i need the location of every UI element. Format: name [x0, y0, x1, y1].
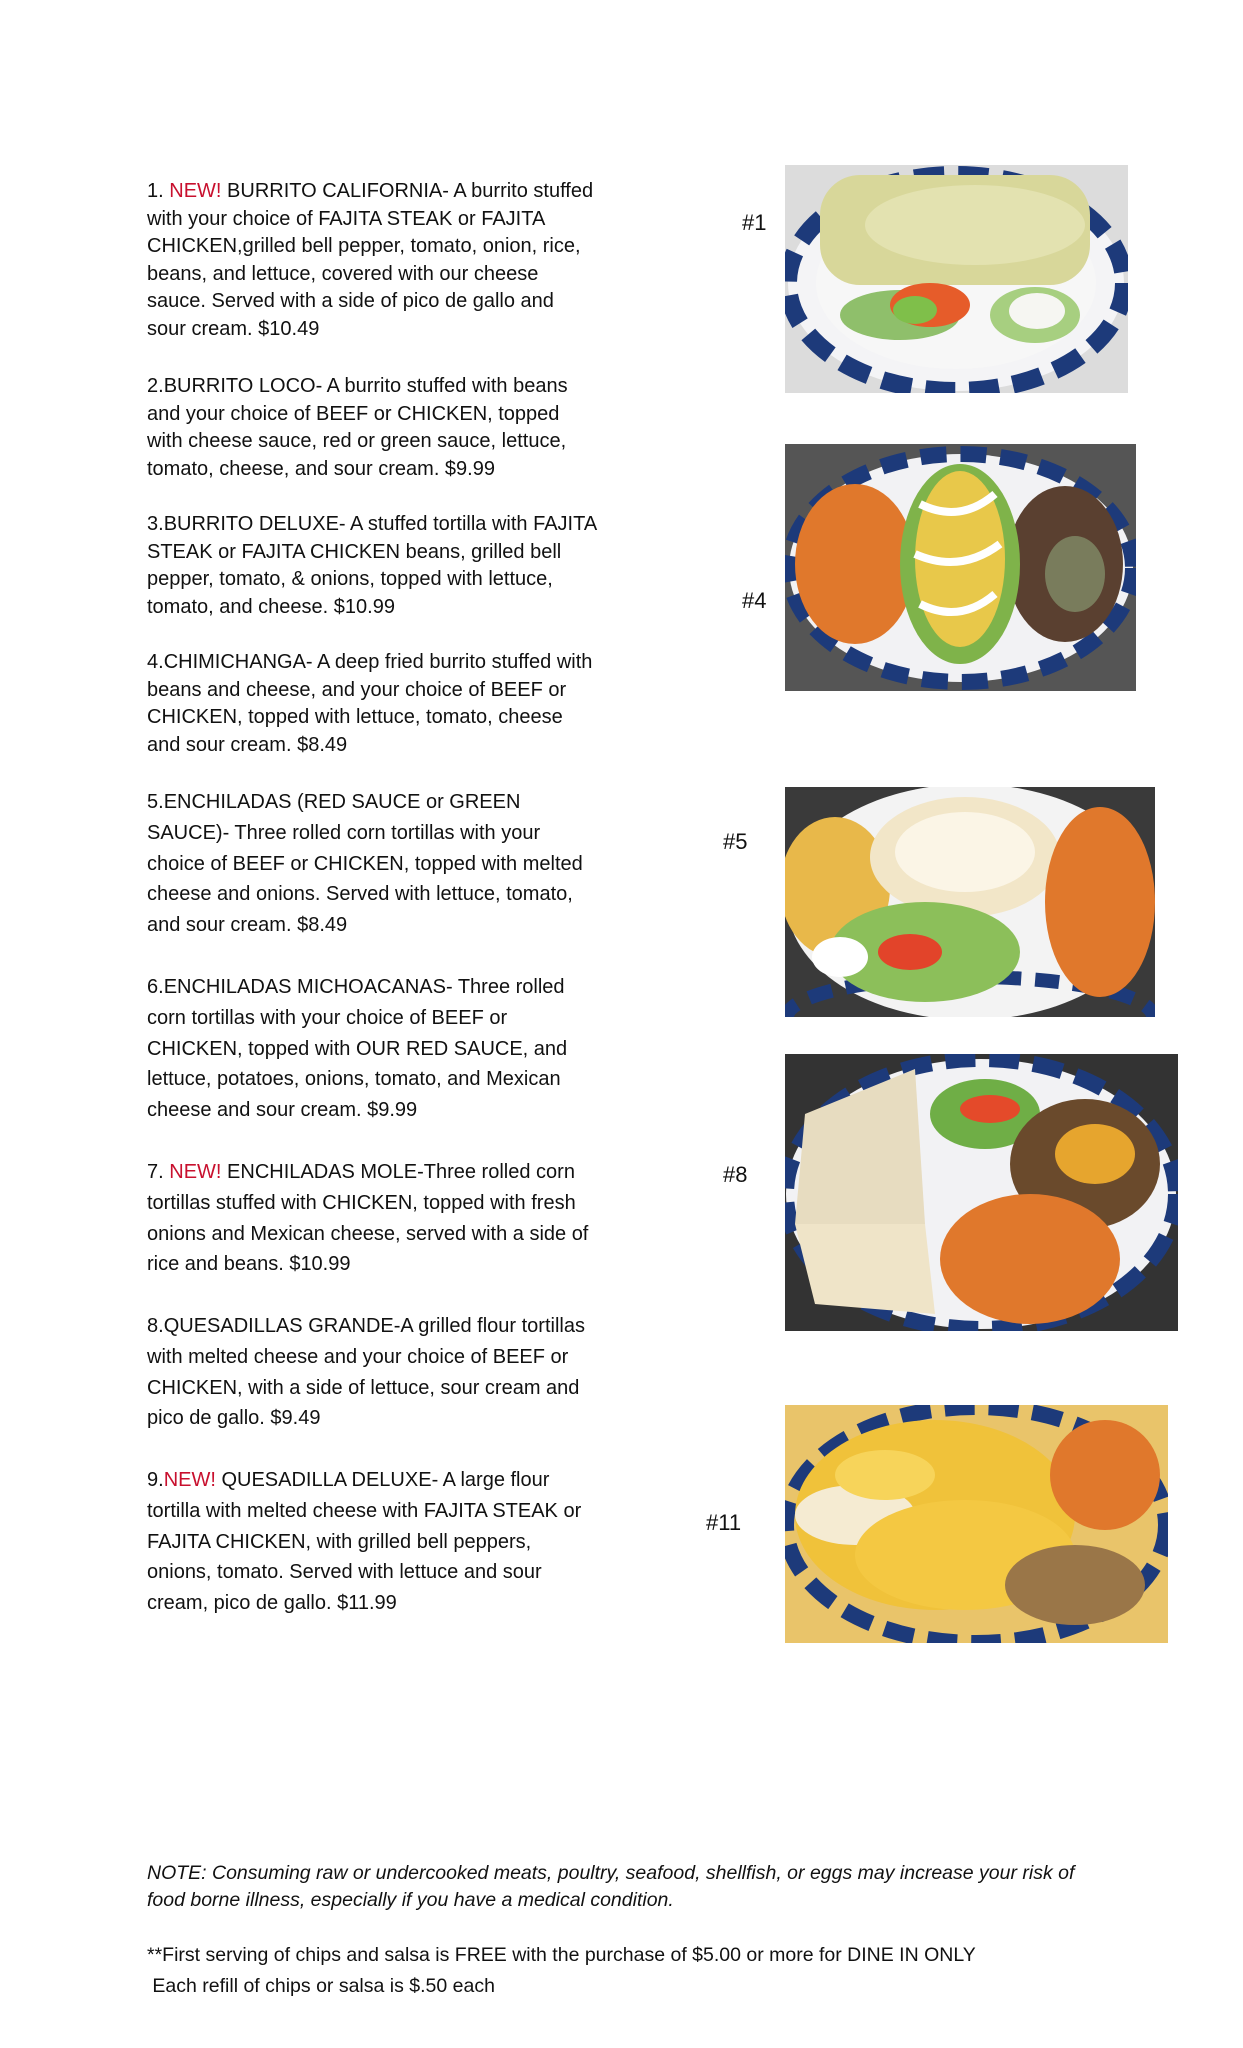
menu-item-7 [147, 1157, 597, 1280]
dish-photo-8 [785, 1054, 1178, 1331]
menu-item-3 [147, 511, 597, 621]
item-name: BURRITO LOCO [163, 375, 316, 397]
chips-refill-line: Each refill of chips or salsa is $.50 each [147, 1975, 495, 1997]
photo-label-5: #5 [723, 829, 748, 854]
item-name: QUESADILLAS GRANDE [163, 1315, 394, 1337]
item-number: 8. [147, 1315, 164, 1337]
item-description: -A grilled flour tortillas with melted cheese and your choice of BEEF or CHICKEN, with a side of lettuce, sour cream and pico de gallo. $9.49 [147, 1315, 585, 1430]
dish-photo-4 [785, 444, 1136, 691]
menu-item-2 [147, 373, 597, 483]
item-name: CHIMICHANGA [163, 651, 306, 673]
item-description: - Three rolled corn tortillas with your choice of BEEF or CHICKEN, topped with OUR RED SAUCE, and lettuce, potatoes, onions, tomato, and Mexican cheese and sour cream. $9.99 [147, 976, 568, 1122]
chips-salsa-note [147, 1940, 1107, 2002]
photo-label-11: #11 [706, 1510, 742, 1535]
food-safety-note: NOTE: Consuming raw or undercooked meats, poultry, seafood, shellfish, or eggs may increase your risk of food borne illness, especially if you have a medical condition. [147, 1862, 1075, 1911]
item-name: ENCHILADAS MOLE [227, 1161, 418, 1183]
item-number: 2. [147, 375, 164, 397]
menu-item-8 [147, 1311, 597, 1434]
item-name: ENCHILADAS MICHOACANAS [163, 976, 446, 998]
item-number: 5. [147, 791, 164, 813]
chips-free-line: **First serving of chips and salsa is FREE with the purchase of $5.00 or more for DINE IN ONLY [147, 1944, 976, 1966]
new-badge: NEW! [169, 180, 222, 202]
item-name: BURRITO CALIFORNIA [227, 180, 443, 202]
item-number: 3. [147, 513, 164, 535]
photo-label-1: #1 [742, 210, 767, 235]
item-number: 9. [147, 1469, 164, 1491]
item-name: BURRITO DELUXE [163, 513, 339, 535]
item-name: ENCHILADAS (RED SAUCE or GREEN SAUCE) [147, 791, 521, 844]
item-number: 6. [147, 976, 164, 998]
menu-item-9 [147, 1465, 597, 1619]
new-badge: NEW! [163, 1469, 216, 1491]
item-name: QUESADILLA DELUXE [221, 1469, 432, 1491]
menu-item-4 [147, 649, 597, 759]
dish-photo-1 [785, 165, 1128, 393]
photo-label-8: #8 [723, 1162, 748, 1187]
item-number: 7. [147, 1161, 170, 1183]
menu-item-5 [147, 787, 597, 941]
item-description: - A deep fried burrito stuffed with beans and cheese, and your choice of BEEF or CHICKEN, topped with lettuce, tomato, cheese and sour cream. $8.49 [147, 651, 593, 756]
menu-item-6 [147, 972, 597, 1126]
item-description: - A burrito stuffed with beans and your choice of BEEF or CHICKEN, topped with cheese sauce, red or green sauce, lettuce, tomato, cheese, and sour cream. $9.99 [147, 375, 568, 480]
item-number: 4. [147, 651, 164, 673]
new-badge: NEW! [169, 1161, 222, 1183]
item-description: - A stuffed tortilla with FAJITA STEAK or FAJITA CHICKEN beans, grilled bell pepper, tomato, & onions, topped with lettuce, tomato, and cheese. $10.99 [147, 513, 597, 618]
item-description: - A burrito stuffed with your choice of FAJITA STEAK or FAJITA CHICKEN,grilled bell pepper, tomato, onion, rice, beans, and lettuce, covered with our cheese sauce. Served with a side of pico de gallo and sour cream. $10.49 [147, 180, 594, 340]
dish-photo-5 [785, 787, 1155, 1017]
item-number: 1. [147, 180, 170, 202]
item-description: - Three rolled corn tortillas with your choice of BEEF or CHICKEN, topped with melted cheese and onions. Served with lettuce, tomato, and sour cream. $8.49 [147, 821, 583, 937]
menu-item-1 [147, 178, 597, 343]
item-description: - A large flour tortilla with melted cheese with FAJITA STEAK or FAJITA CHICKEN, with grilled bell peppers, onions, tomato. Served with lettuce and sour cream, pico de gallo. $11.99 [147, 1469, 582, 1615]
photo-label-4: #4 [742, 588, 767, 613]
item-description: -Three rolled corn tortillas stuffed with CHICKEN, topped with fresh onions and Mexican cheese, served with a side of rice and beans. $10.99 [147, 1161, 589, 1276]
dish-photo-11 [785, 1405, 1168, 1643]
